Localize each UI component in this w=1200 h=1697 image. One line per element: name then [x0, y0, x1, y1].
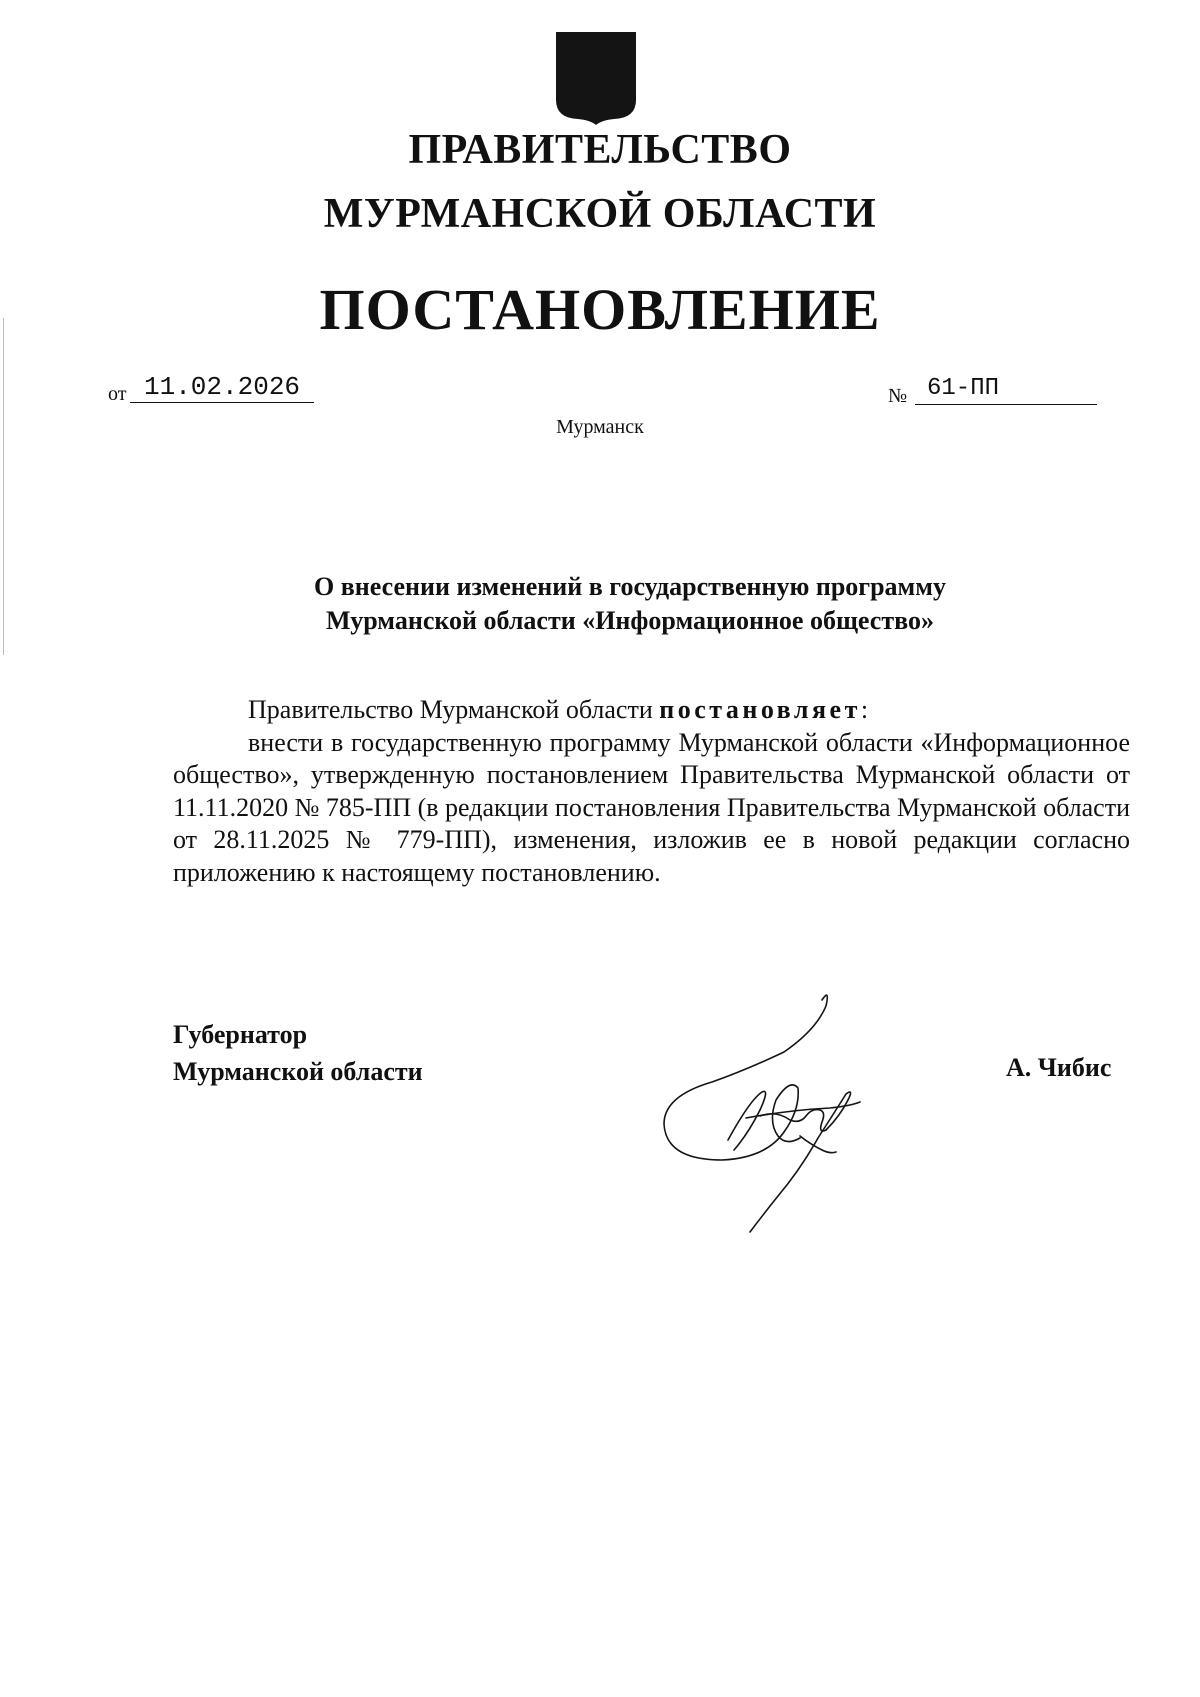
intro-colon: :: [860, 695, 869, 724]
city-name: Мурманск: [556, 416, 644, 438]
document-date: 11.02.2026: [130, 372, 314, 403]
organization-name-line1: ПРАВИТЕЛЬСТВО: [408, 127, 792, 173]
document-type-title: ПОСТАНОВЛЕНИЕ: [319, 277, 881, 342]
handwritten-signature: [650, 960, 930, 1240]
date-prefix: от: [108, 383, 127, 405]
city-line: [0, 416, 1200, 439]
subject-line2: Мурманской области «Информационное общество»: [326, 606, 934, 635]
scan-edge-mark: [3, 555, 4, 655]
signatory-position-line2: Мурманской области: [173, 1057, 423, 1086]
resolution-paragraph: внести в государственную программу Мурманской области «Информационное общество», утвержденную постановлением Правительства Мурманской области от 11.11.2020 № 785-ПП (в редакции постановления Правительства Мурманской области от 28.11.2025 № 779-ПП), изменения, изложив ее в новой редакции согласно приложению к настоящему постановлению.: [173, 727, 1130, 887]
document-number: 61-ПП: [915, 374, 1097, 405]
signatory-position-line1: Губернатор: [173, 1020, 308, 1049]
subject-line1: О внесении изменений в государственную программу: [314, 572, 946, 601]
resolution-intro: [173, 694, 1130, 727]
intro-text: Правительство Мурманской области: [248, 695, 660, 724]
decree-subject: [180, 570, 1080, 638]
signatory-position: [173, 1016, 423, 1090]
number-prefix: №: [888, 385, 908, 407]
decree-body: [173, 694, 1130, 889]
intro-emphasis: постановляет: [659, 695, 861, 724]
coat-of-arms-icon: [554, 30, 638, 126]
organization-name-line2: МУРМАНСКОЙ ОБЛАСТИ: [323, 191, 877, 237]
signatory-name: А. Чибис: [1006, 1053, 1112, 1082]
